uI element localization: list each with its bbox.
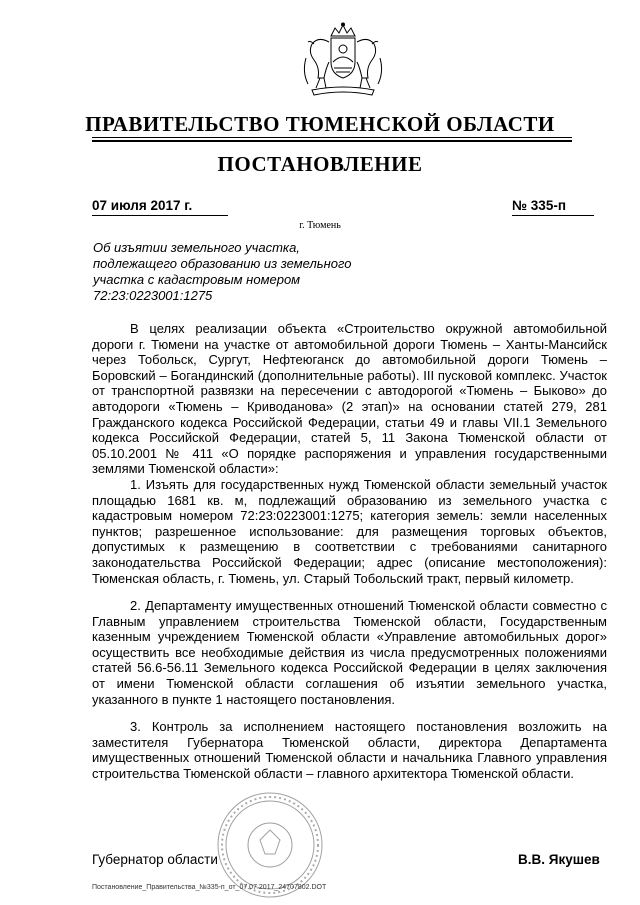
title-rule-thin	[92, 137, 572, 138]
document-subject	[93, 240, 393, 304]
document-city: г. Тюмень	[299, 220, 341, 231]
government-title: ПРАВИТЕЛЬСТВО ТЮМЕНСКОЙ ОБЛАСТИ	[85, 112, 555, 136]
footer-file-name: Постановление_Правительства_№335-п_от_07.07.2017_24707802.DOT	[92, 884, 327, 891]
subject-line: 72:23:0223001:1275	[93, 288, 213, 303]
item-paragraph-1: 1. Изъять для государственных нужд Тюменской области земельный участок площадью 1681 кв. м, подлежащий образованию из земельного участка с кадастровым номером 72:23:0223001:1275; категория земель: земли населенных пунктов; разрешенное использование: для размещения торговых объектов, допустимых к размещению в соответствии с требованиями санитарного законодательства Российской Федерации; адрес (описание местоположения): Тюменская область, г. Тюмень, ул. Старый Тобольский тракт, первый километр.	[92, 476, 607, 586]
item-paragraph-2: 2. Департаменту имущественных отношений Тюменской области совместно с Главным управлением строительства Тюменской области, Государственным казенным учреждением Тюменской области «Управление автомобильных дорог» осуществить все необходимые действия из числа предусмотренных положениями статей 56.6-56.11 Земельного кодекса Российской Федерации в целях заключения от имени Тюменской области соглашения об изъятии земельного участка, указанного в пункте 1 настоящего постановления.	[92, 598, 607, 707]
signer-name: В.В. Якушев	[518, 852, 600, 867]
subject-line: подлежащего образованию из земельного	[93, 256, 352, 271]
date-underline	[92, 215, 228, 216]
subject-line: участка с кадастровым номером	[93, 272, 301, 287]
document-date: 07 июля 2017 г.	[92, 198, 193, 213]
signer-position: Губернатор области	[92, 852, 218, 867]
coat-of-arms-emblem	[298, 22, 388, 98]
document-number: № 335-п	[512, 198, 566, 213]
preamble-paragraph: В целях реализации объекта «Строительство окружной автомобильной дороги г. Тюмени на участке от автомобильной дороги Тюмень – Ханты-Мансийск через Тобольск, Сургут, Нефтеюганск до автомобильной дороги Тюмень – Боровский – Богандинский (дополнительные работы). III пусковой комплекс. Участок от транспортной развязки на пересечении с автодорогой «Тюмень – Быково» до автодороги «Тюмень – Криводанова» (2 этап)» на основании статей 279, 281 Гражданского кодекса Российской Федерации, статьи 49 и главы VII.1 Земельного кодекса Российской Федерации, статей 5, 11 Закона Тюменской области от 05.10.2001 № 411 «О порядке распоряжения и управления государственными землями Тюменской области»:	[92, 321, 607, 477]
document-type: ПОСТАНОВЛЕНИЕ	[217, 152, 423, 176]
number-underline	[512, 215, 594, 216]
title-rule-thick	[92, 140, 572, 142]
document-body	[92, 321, 607, 794]
item-paragraph-3: 3. Контроль за исполнением настоящего постановления возложить на заместителя Губернатора Тюменской области, директора Департамента имущественных отношений Тюменской области и начальника Главного управления строительства Тюменской области – главного архитектора Тюменской области.	[92, 719, 607, 782]
subject-line: Об изъятии земельного участка,	[93, 240, 300, 255]
